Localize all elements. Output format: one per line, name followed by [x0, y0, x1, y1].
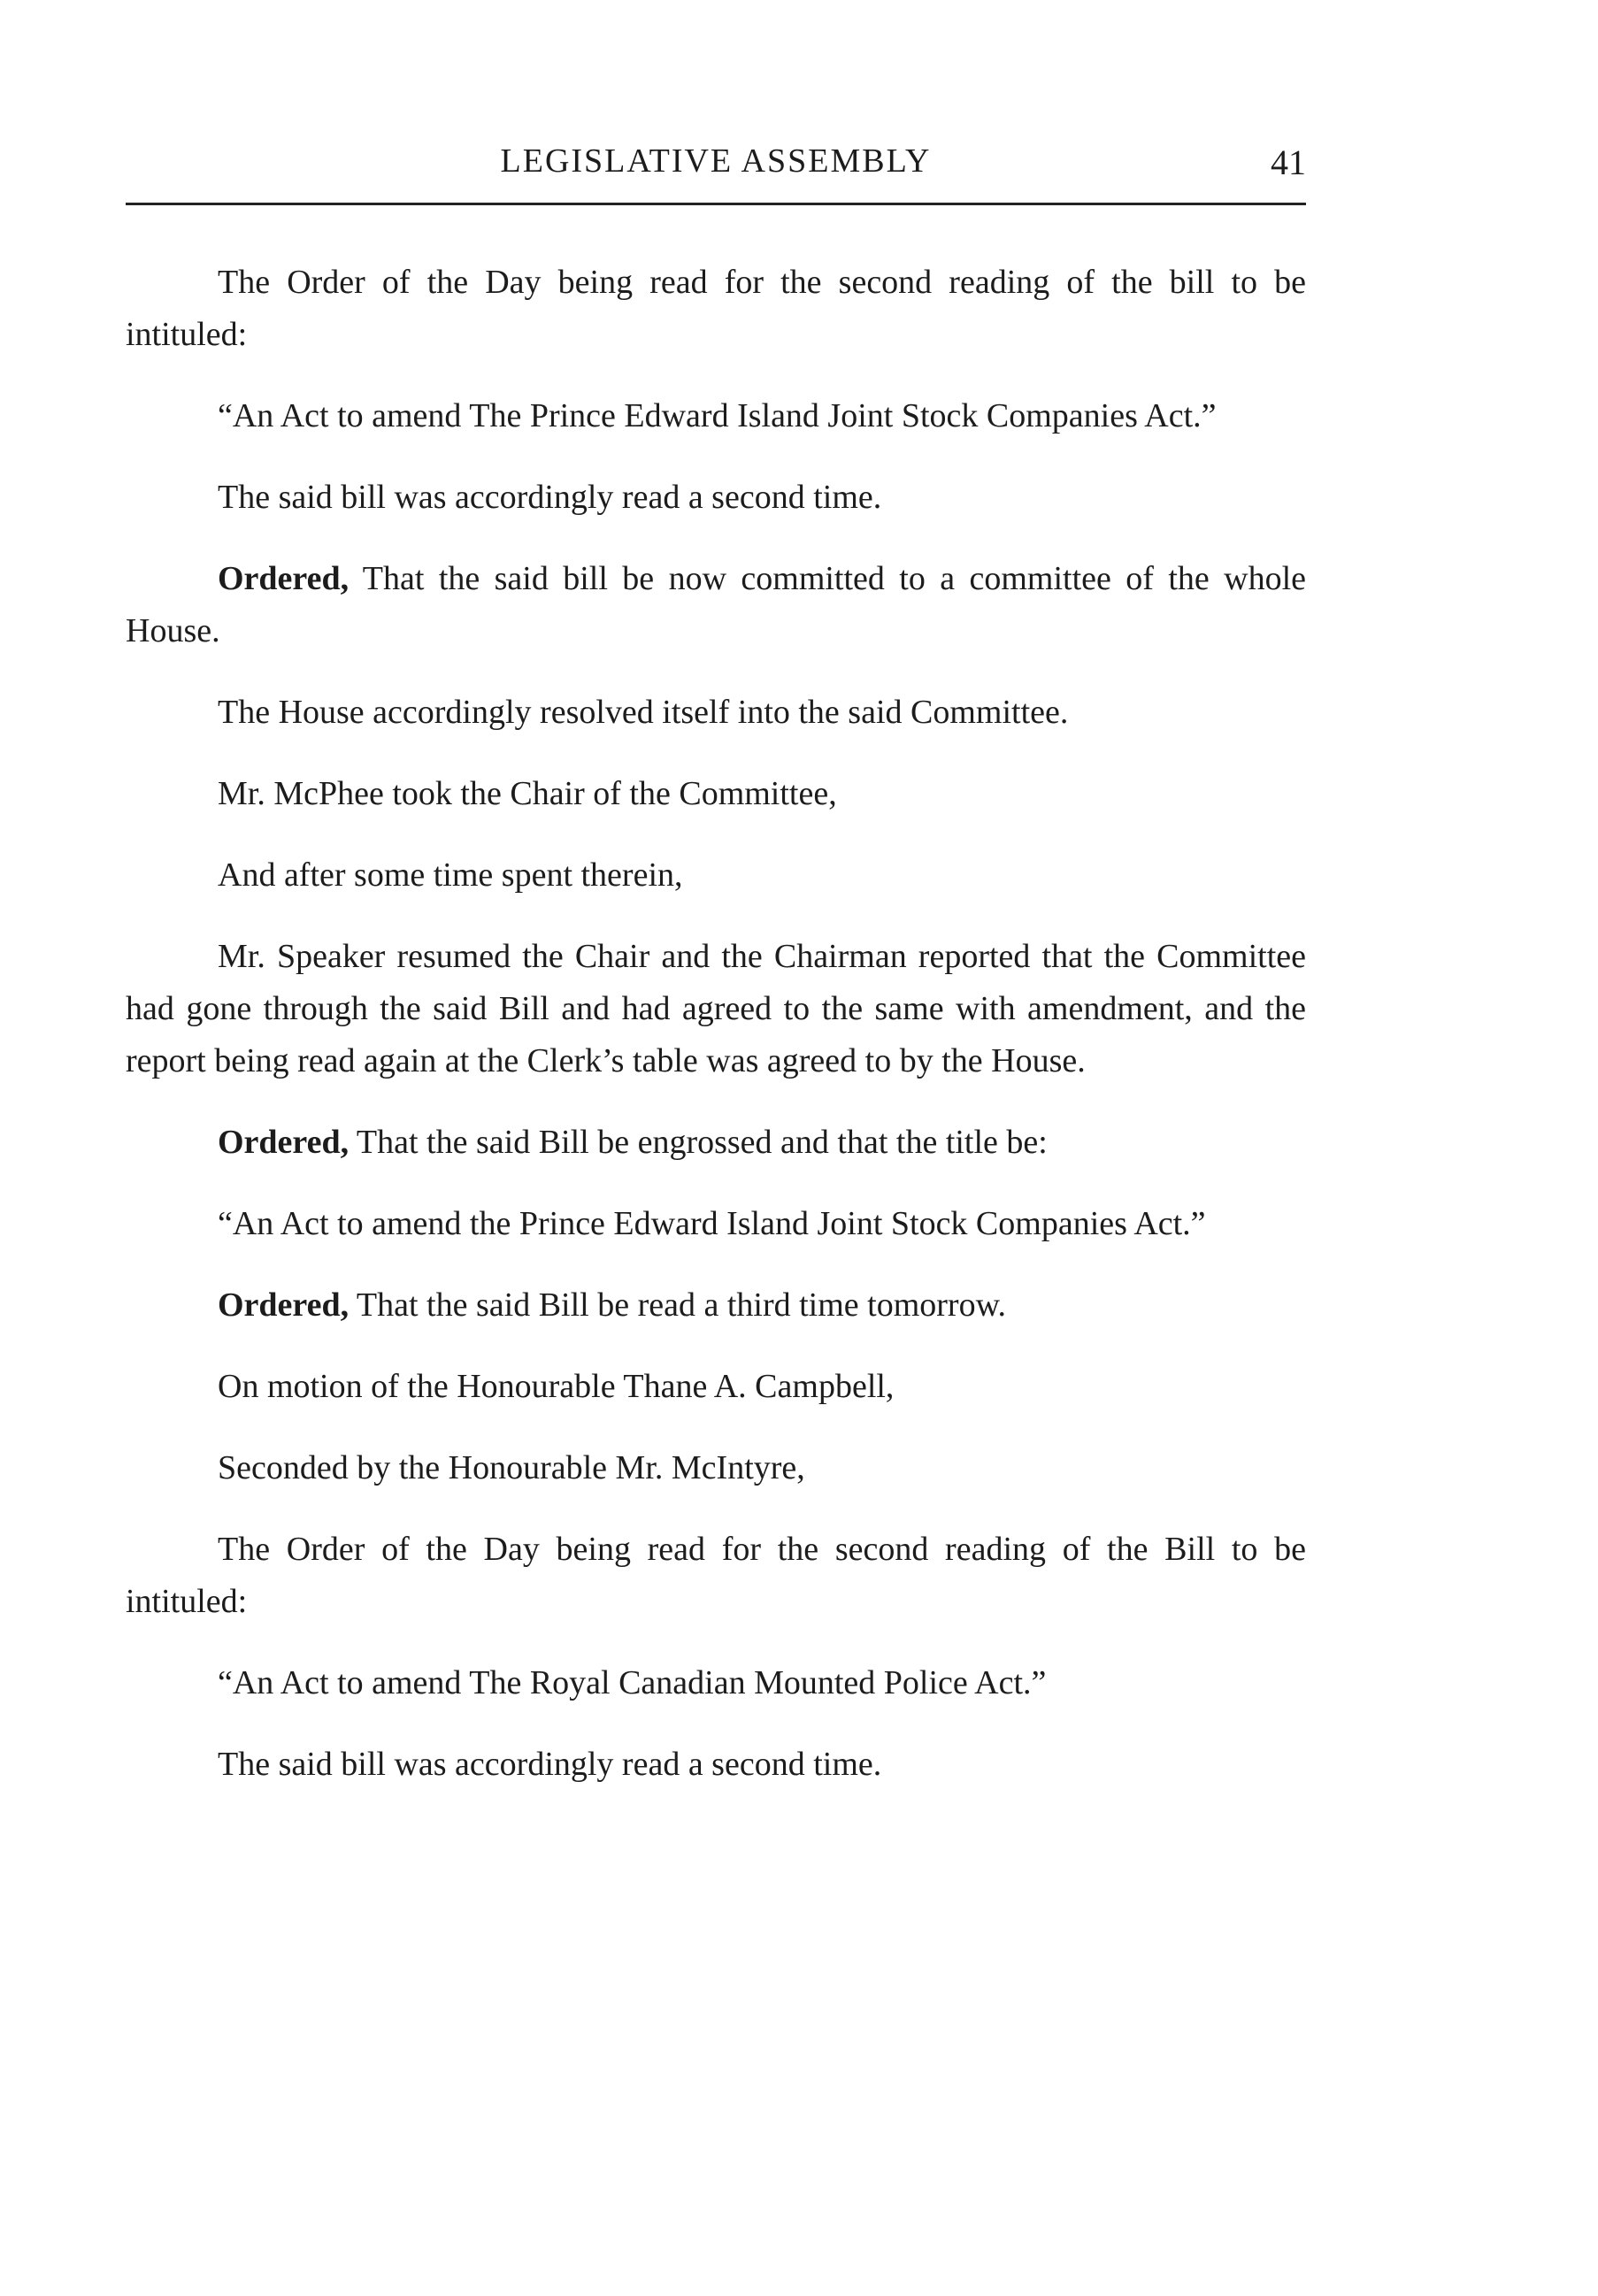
paragraph-text: “An Act to amend The Royal Canadian Mounted Police Act.” — [218, 1664, 1047, 1701]
paragraph — [126, 390, 1306, 442]
paragraph — [126, 257, 1306, 361]
paragraph-text: That the said Bill be read a third time tomorrow. — [349, 1286, 1007, 1324]
paragraph-text: That the said bill be now committed to a committee of the whole House. — [126, 560, 1306, 649]
paragraph-text: The House accordingly resolved itself into the said Committee. — [218, 694, 1069, 731]
paragraph — [126, 1657, 1306, 1709]
running-title: LEGISLATIVE ASSEMBLY — [500, 142, 932, 180]
paragraph — [126, 1739, 1306, 1791]
ordered-label: Ordered, — [218, 1124, 350, 1161]
paragraph-text: On motion of the Honourable Thane A. Campbell, — [218, 1368, 895, 1405]
paragraph — [126, 849, 1306, 902]
paragraph — [126, 1361, 1306, 1413]
paragraph-text: And after some time spent therein, — [218, 856, 683, 894]
paragraph-text: Mr. Speaker resumed the Chair and the Chairman reported that the Committee had gone through the said Bill and had agreed to the same with amendment, and the report being read again at the Clerk’s table was agreed to by the House. — [126, 938, 1306, 1079]
paragraph — [126, 1279, 1306, 1332]
paragraph-text: Mr. McPhee took the Chair of the Committee, — [218, 775, 837, 812]
page-number: 41 — [1271, 142, 1306, 182]
paragraph — [126, 1198, 1306, 1250]
paragraph-text: The Order of the Day being read for the second reading of the Bill to be intituled: — [126, 1531, 1306, 1620]
paragraph-text: Seconded by the Honourable Mr. McIntyre, — [218, 1449, 805, 1486]
paragraph — [126, 1117, 1306, 1169]
paragraph — [126, 553, 1306, 657]
running-header — [126, 142, 1306, 186]
paragraph — [126, 1442, 1306, 1494]
paragraph-text: “An Act to amend the Prince Edward Island Joint Stock Companies Act.” — [218, 1205, 1206, 1242]
paragraph-text: The said bill was accordingly read a second time. — [218, 1746, 882, 1783]
paragraph-text: That the said Bill be engrossed and that the title be: — [349, 1124, 1048, 1161]
body-text — [126, 257, 1306, 1820]
ordered-label: Ordered, — [218, 560, 350, 597]
paragraph — [126, 931, 1306, 1087]
paragraph — [126, 1524, 1306, 1628]
paragraph — [126, 768, 1306, 820]
paragraph — [126, 687, 1306, 739]
ordered-label: Ordered, — [218, 1286, 350, 1324]
paragraph-text: The Order of the Day being read for the second reading of the bill to be intituled: — [126, 264, 1306, 353]
paragraph-text: The said bill was accordingly read a second time. — [218, 479, 882, 516]
paragraph-text: “An Act to amend The Prince Edward Island Joint Stock Companies Act.” — [218, 397, 1217, 434]
paragraph — [126, 472, 1306, 524]
header-rule — [126, 203, 1306, 205]
